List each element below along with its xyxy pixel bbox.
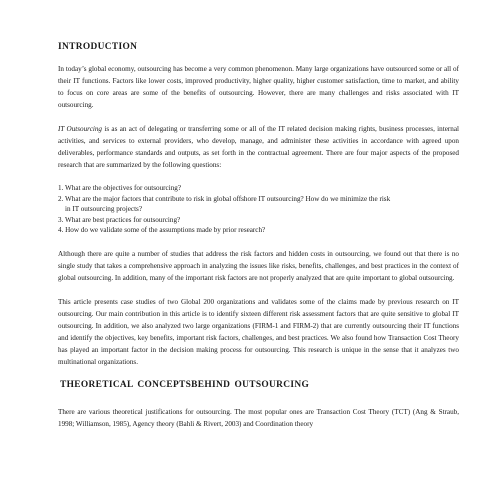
definition-text: is as an act of delegating or transferring some or all of the IT related decision making rights, business processes, internal activities, and services to external providers, who develop, manage, and administer these activities in accordance with agreed upon deliverables, performance standards and outputs, as set forth in the contractual agreement. There are four major aspects of the proposed research that are summarized by the following questions: bbox=[58, 125, 459, 169]
list-item: 3. What are best practices for outsourcing? bbox=[58, 215, 181, 224]
list-item: 1. What are the objectives for outsourcing? bbox=[58, 184, 182, 192]
section-heading-theoretical-concepts: THEORETICAL CONCEPTSBEHIND OUTSOURCING bbox=[60, 379, 310, 390]
list-item: 4. How do we validate some of the assumptions made by prior research? bbox=[58, 226, 266, 235]
term-it-outsourcing: IT Outsourcing bbox=[58, 125, 102, 133]
list-item: 2. What are the major factors that contribute to risk in global offshore IT outsourcing? How do we minimize the risk in IT outsourcing projects? bbox=[58, 194, 391, 214]
paragraph-contribution: This article presents case studies of two Global 200 organizations and validates some of the claims made by previous research on IT outsourcing. Our main contribution in this article is to identify sixteen different risk assessment factors that are quite sensitive to global IT outsourcing. In addition, we also analyzed two large organizations (FIRM-1 and FIRM-2) that are currently outsourcing their IT functions and identify the objectives, key benefits, important risk factors, challenges, and best practices. We also found how Transaction Cost Theory has played an important factor in the decision making process for outsourcing. This research is unique in the sense that it analyzes two multinational organizations. bbox=[58, 297, 459, 366]
paragraph-definition bbox=[58, 123, 459, 171]
research-questions-list bbox=[58, 183, 459, 236]
paragraph-intro: In today’s global economy, outsourcing has become a very common phenomenon. Many large organizations have outsourced some or all of their IT functions. Factors like lower costs, improved productivity, higher quality, higher customer satisfaction, time to market, and ability to focus on core areas are some of the benefits of outsourcing. However, there are many challenges and risks associated with IT outsourcing. bbox=[58, 65, 459, 109]
paragraph-gap: Although there are quite a number of studies that address the risk factors and hidden costs in outsourcing, we found out that there is no single study that takes a comprehensive approach in analyzing the issues like risks, benefits, challenges, and best practices in the context of global outsourcing. In addition, many of the important risk factors are not properly analyzed that are quite important to global outsourcing. bbox=[58, 249, 459, 282]
paragraph-theories: There are various theoretical justifications for outsourcing. The most popular ones are Transaction Cost Theory (TCT) (Ang & Straub, 1998; Williamson, 1985), Agency theory (Bahli & Rivert, 2003) and Coordination theory bbox=[58, 407, 459, 428]
section-heading-introduction: INTRODUCTION bbox=[58, 42, 138, 52]
